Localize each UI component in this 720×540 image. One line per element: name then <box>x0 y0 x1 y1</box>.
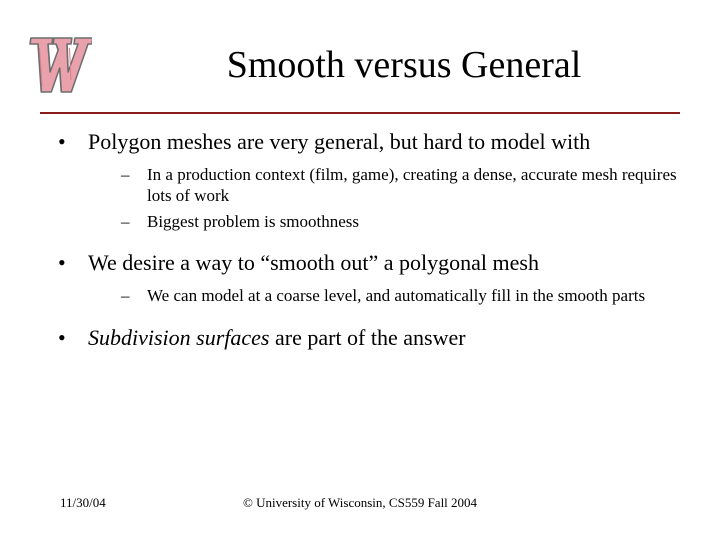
bullet-group-3 <box>58 324 688 352</box>
sub-bullet-item <box>58 164 688 206</box>
sub-bullet-item <box>58 285 688 306</box>
footer-date: 11/30/04 <box>60 495 106 510</box>
bullet-text <box>88 324 688 352</box>
bullet-glyph: • <box>58 129 66 154</box>
bullet-text: We desire a way to “smooth out” a polygonal mesh <box>88 250 539 275</box>
dash-glyph: – <box>121 212 130 231</box>
sub-bullet-item <box>58 211 688 232</box>
bullet-item <box>58 128 688 156</box>
bullet-item <box>58 324 688 352</box>
footer-copyright: © University of Wisconsin, CS559 Fall 2004 <box>242 495 478 510</box>
bullet-group-1 <box>58 128 688 232</box>
bullet-item <box>58 249 688 277</box>
bullet-text: Polygon meshes are very general, but hard to model with <box>88 129 591 154</box>
bullet-group-2 <box>58 249 688 306</box>
sub-bullet-text: We can model at a coarse level, and automatically fill in the smooth parts <box>147 286 646 305</box>
slide-title: Smooth versus General <box>226 44 582 86</box>
sub-bullet-text: Biggest problem is smoothness <box>147 212 360 231</box>
emphasis-text: Subdivision surfaces <box>88 325 270 350</box>
sub-bullet-text: In a production context (film, game), creating a dense, accurate mesh requires lots of work <box>147 165 677 205</box>
title-divider <box>40 112 680 114</box>
bullet-text-rest: are part of the answer <box>269 325 466 350</box>
slide-content <box>58 128 688 352</box>
bullet-glyph: • <box>58 325 66 350</box>
bullet-glyph: • <box>58 250 66 275</box>
dash-glyph: – <box>121 165 130 184</box>
dash-glyph: – <box>121 286 130 305</box>
